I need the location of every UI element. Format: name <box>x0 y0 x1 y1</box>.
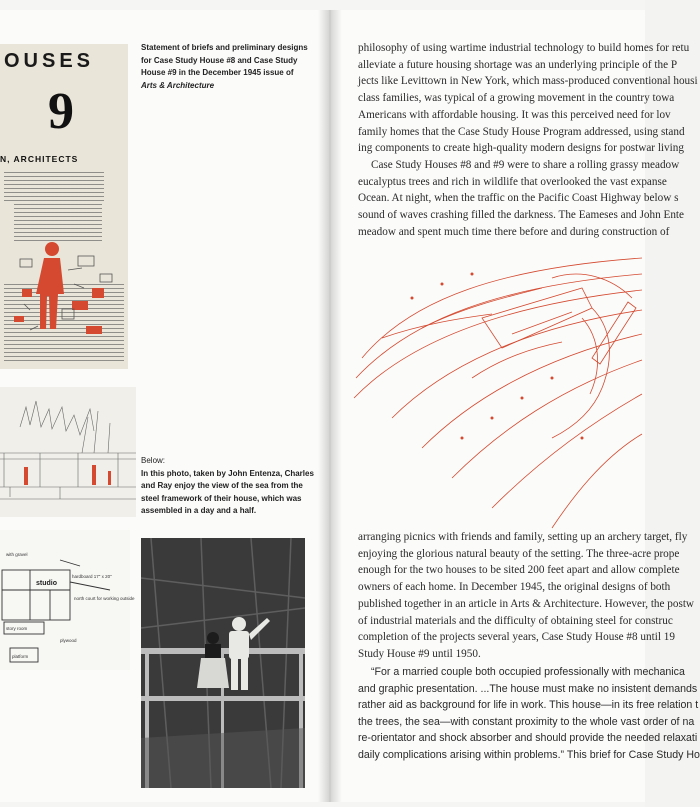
magazine-subhead: N, ARCHITECTS <box>0 154 79 164</box>
caption-line: and Ray enjoy the view of the sea from the <box>141 481 303 491</box>
magazine-header: OUSES <box>4 50 95 72</box>
floor-plan-drawing <box>0 530 135 670</box>
text-line: meadow and spent much time there before and during construction of <box>358 225 670 238</box>
text-line: jects like Levittown in New York, which mass-produced conventional housi <box>358 75 698 88</box>
quote-paragraph <box>358 664 700 764</box>
text-line: enough for the two houses to be sited 200 feet apart and allow complete <box>358 564 680 577</box>
text-line: family homes that the Case Study House Program addressed, using stand <box>358 125 685 138</box>
caption-bottom <box>141 455 314 518</box>
caption-line: Arts & Architecture <box>141 80 215 90</box>
plan-label-plywood: plywood <box>60 638 77 643</box>
text-line: Case Study Houses #8 and #9 were to share a rolling grassy meadow <box>371 158 680 171</box>
plan-label-hardboard: hardboard 17" x 20" <box>72 574 112 579</box>
text-line: completion of the projects several years, Case Study House #8 until 19 <box>358 631 675 644</box>
text-line: Americans with affordable housing. It was this perceived need for lov <box>358 108 671 121</box>
plan-label-studio: studio <box>36 580 57 587</box>
site-plan-drawing <box>352 238 645 528</box>
text-line: Study House #9 until 1950. <box>358 647 481 660</box>
text-line: arranging picnics with friends and family, setting up an archery target, fly <box>358 531 688 543</box>
house-sketch-image <box>0 387 136 517</box>
text-line: philosophy of using wartime industrial technology to build homes for retu <box>358 42 690 54</box>
text-line: sound of waves crashing filled the darkness. The Eameses and John Ente <box>358 209 685 222</box>
magazine-page-image <box>0 44 128 369</box>
text-line: re-orientator and shock absorber and should provide the needed relaxati <box>358 732 698 745</box>
text-line: enjoying the glorious natural beauty of the setting. The three-acre prope <box>358 547 680 560</box>
site-plan-svg <box>352 238 645 528</box>
photo-drawing <box>141 538 305 788</box>
caption-line: In this photo, taken by John Entenza, Charles <box>141 468 314 478</box>
sketch-drawing <box>0 387 136 517</box>
plan-label-story: story room <box>6 626 28 631</box>
text-line: eucalyptus trees and rich in wildlife that overlooked the vast expanse <box>358 175 667 188</box>
text-line: “For a married couple both occupied professionally with mechanica <box>371 666 685 678</box>
text-line: and graphic presentation. ...The house must make no insistent demands <box>358 682 698 695</box>
text-line: rather aid as background for life in work. This house—in its free relation t <box>358 699 699 712</box>
plan-label-gravel: with gravel <box>6 552 28 557</box>
caption-line: assembled in a day and a half. <box>141 506 257 516</box>
text-line: class families, was typical of a growing movement in the country towa <box>358 92 675 105</box>
eames-photo <box>141 538 305 788</box>
caption-line: House #9 in the December 1945 issue of <box>141 68 294 78</box>
text-line: alleviate a future housing shortage was an underlying principle of the P <box>358 58 678 71</box>
text-line: published together in an article in Arts & Architecture. However, the postw <box>358 597 695 610</box>
body-paragraph-1 <box>358 40 698 240</box>
text-line: Ocean. At night, when the traffic on the Pacific Coast Highway below s <box>358 192 679 205</box>
book-gutter <box>318 10 342 802</box>
magazine-illustration <box>0 44 128 369</box>
floor-plan-image <box>0 530 135 670</box>
text-line: owners of each home. In December 1945, the original designs of both <box>358 581 671 594</box>
caption-line: for Case Study House #8 and Case Study <box>141 55 298 65</box>
caption-label: Below: <box>141 456 166 465</box>
text-line: the trees, the sea—with constant proximity to the whole vast order of na <box>358 715 695 728</box>
caption-line: Statement of briefs and preliminary designs <box>141 43 308 52</box>
text-line: of industrial materials and the difficulty of obtaining steel for construc <box>358 614 673 627</box>
text-line: daily complications arising within problems.” This brief for Case Study Ho <box>358 748 700 761</box>
plan-label-platform: platform <box>12 654 29 659</box>
plan-label-north-court: north court for working outside <box>74 596 135 601</box>
magazine-number: 9 <box>48 83 74 140</box>
body-paragraph-3 <box>358 529 694 663</box>
caption-top <box>141 42 308 92</box>
text-line: ing components to create high-quality modern designs for postwar living <box>358 142 684 155</box>
caption-line: steel framework of their house, which was <box>141 493 302 503</box>
